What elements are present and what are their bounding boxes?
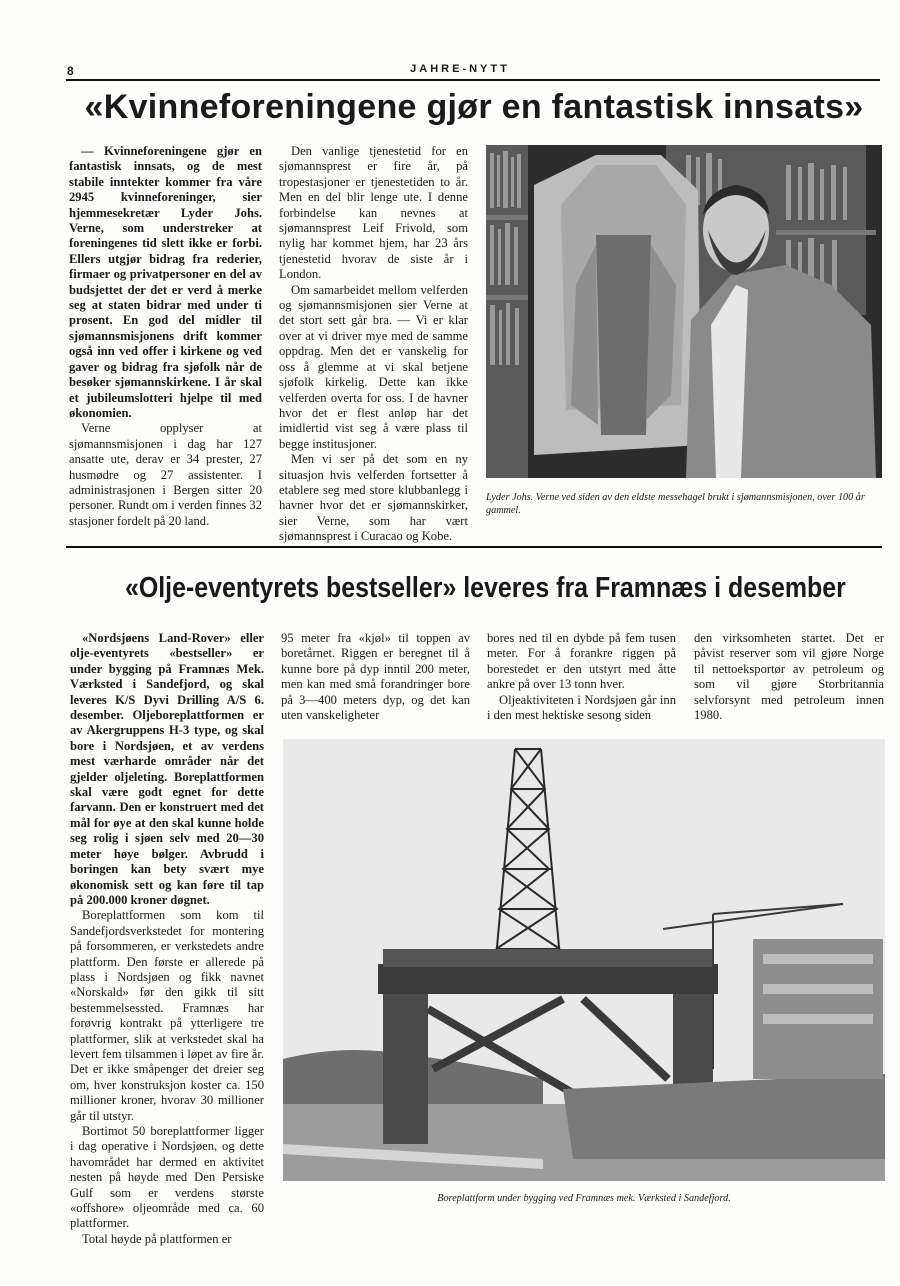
header-rule (66, 79, 880, 81)
running-title: JAHRE-NYTT (410, 63, 510, 75)
article2-col2-paragraph: 95 meter fra «kjøl» til toppen av boretårnet. Riggen er beregnet til å kunne bore på dyp inntil 200 meter, men kan med små forandringer bore på 3—400 meters dyp, og det kan uten vanskeligheter (281, 631, 470, 723)
article2-headline: «Olje-eventyrets bestseller» leveres fra Framnæs i desember (124, 572, 846, 604)
article2-photo-caption: Boreplattform under bygging ved Framnæs mek. Værksted i Sandefjord. (437, 1193, 731, 1204)
article2-col3-paragraph: bores ned til en dybde på fem tusen meter. For å forankre riggen på borestedet er den utstyrt med åtte ankre på over 13 tonn hver. (487, 631, 676, 692)
article1-col2-paragraph: Den vanlige tjenestetid for en sjømannsprest er fire år, på tropestasjoner er tjenestetiden to år. Men en del blir lenge ute. I denne forbindelse kan nevnes at sjømannsprest Leif Frivold, som nylig har kommet hjem, har 23 års tjenestetid hvorav de siste år i London. (279, 144, 468, 282)
article2-column-1 (70, 631, 264, 1247)
page-number: 8 (67, 64, 74, 78)
article1-column-1 (69, 144, 262, 529)
article1-col2-paragraph: Men vi ser på det som en ny situasjon hvis velferden fortsetter å etablere seg med store klubbanlegg i havner hvor det er sjømannskirker, sier Verne, som har vært sjømannsprest i Curacao og Kobe. (279, 452, 468, 544)
section-rule (66, 546, 882, 548)
article1-headline: «Kvinneforeningene gjør en fantastisk innsats» (84, 88, 864, 126)
article2-col1-paragraph: Total høyde på plattformen er (82, 1231, 232, 1246)
article2-col1-paragraph: Bortimot 50 boreplattformer ligger i dag operative i Nordsjøen, og dette havområdet har dermed en aktivitet nesten på høyde med Den Persiske Gulf som er verdens største «offshore» oljeområde med ca. 60 plattformer. (70, 1124, 264, 1231)
article1-photo-caption: Lyder Johs. Verne ved siden av den eldste messehagel brukt i sjømannsmisjonen, over 100 år gammel. (486, 492, 865, 516)
article2-col3-paragraph: Oljeaktiviteten i Nordsjøen går inn i den mest hektiske sesong siden (487, 692, 676, 723)
article2-column-2 (281, 631, 470, 723)
article2-col1-paragraph: Boreplattformen som kom til Sandefjordsverkstedet for montering på forsommeren, er verkstedets andre plattform. Den første er allerede på plass i Nordsjøen og fikk navnet «Norskald» før den gikk til sitt bestemmelsessted. Framnæs har forøvrig kontrakt på ytterligere tre plattformer, slik at verkstedet skal ha levert fem tilsammen i løpet av fire år. Det er ikke småpenger det dreier seg om, hver konstruksjon koster ca. 150 millioner kroner, hvorav 30 millioner går til utstyr. (70, 908, 264, 1123)
article1-col1-paragraph: — Kvinneforeningene gjør en fantastisk innsats, og de mest stabile inntekter kommer fra våre 2945 kvinneforeninger, sier hjemmesekretær Lyder Johs. Verne, som understreker at foreningenes tid slett ikke er forbi. Ellers utgjør bidrag fra rederier, firmaer og privatpersoner en del av budsjettet der det er verd å merke seg at staten bidrar med under ti prosent. En god del midler til sjømannsmisjonens drift kommer også inn ved offer i kirkene og ved gaver og bidrag fra sjøfolk når de besøker sjømannskirkene. I år skal et jubileumslotteri hjelpe til med økonomien. (69, 144, 262, 420)
article2-column-3 (487, 631, 676, 723)
article2-photo (283, 739, 885, 1181)
article2-column-4 (694, 631, 884, 723)
article2-col1-paragraph: «Nordsjøens Land-Rover» eller olje-eventyrets «bestseller» er under bygging på Framnæs Mek. Værksted i Sandefjord, og skal leveres K/S Dyvi Drilling A/S 6. desember. Oljeboreplattformen er av Akergruppens H-3 type, og skal bore i Nordsjøen, et av verdens mest værharde områder når det gjelder oljeleting. Boreplattformen skal være godt egnet for dette farvann. Den er konstruert med det mål for øye at den skal kunne holde seg rolig i sjøen selv med 20—30 meter høye bølger. Avbrudd i boringen kan bety svært mye økonomisk sett og kan føre til tap på 200.000 kroner døgnet. (70, 631, 264, 907)
article1-col2-paragraph: Om samarbeidet mellom velferden og sjømannsmisjonen sier Verne at det stort sett går bra. — Vi er klar over at vi driver mye med de samme oppdrag. Men det er vanskelig for oss å glemme at vi skal betjene sjøfolk kirkelig. Dette kan ikke velferden overta for oss. I de havner hvor det er flest anløp har det imidlertid vist seg å være plass til begge institusjoner. (279, 282, 468, 451)
article1-col1-paragraph: Verne opplyser at sjømannsmisjonen i dag har 127 ansatte ute, derav er 34 prester, 27 husmødre og 27 assistenter. I administrasjonen i Bergen sitter 20 personer. Rundt om i verden finnes 32 stasjoner fordelt på 20 land. (69, 421, 262, 528)
article1-photo (486, 145, 882, 478)
article1-column-2 (279, 144, 468, 545)
article2-col4-paragraph: den virksomheten startet. Det er påvist reserver som vil gjøre Norge til nettoeksportør av petroleum og som vil gjøre Storbritannia selvforsynt med petroleum innen 1980. (694, 631, 884, 723)
